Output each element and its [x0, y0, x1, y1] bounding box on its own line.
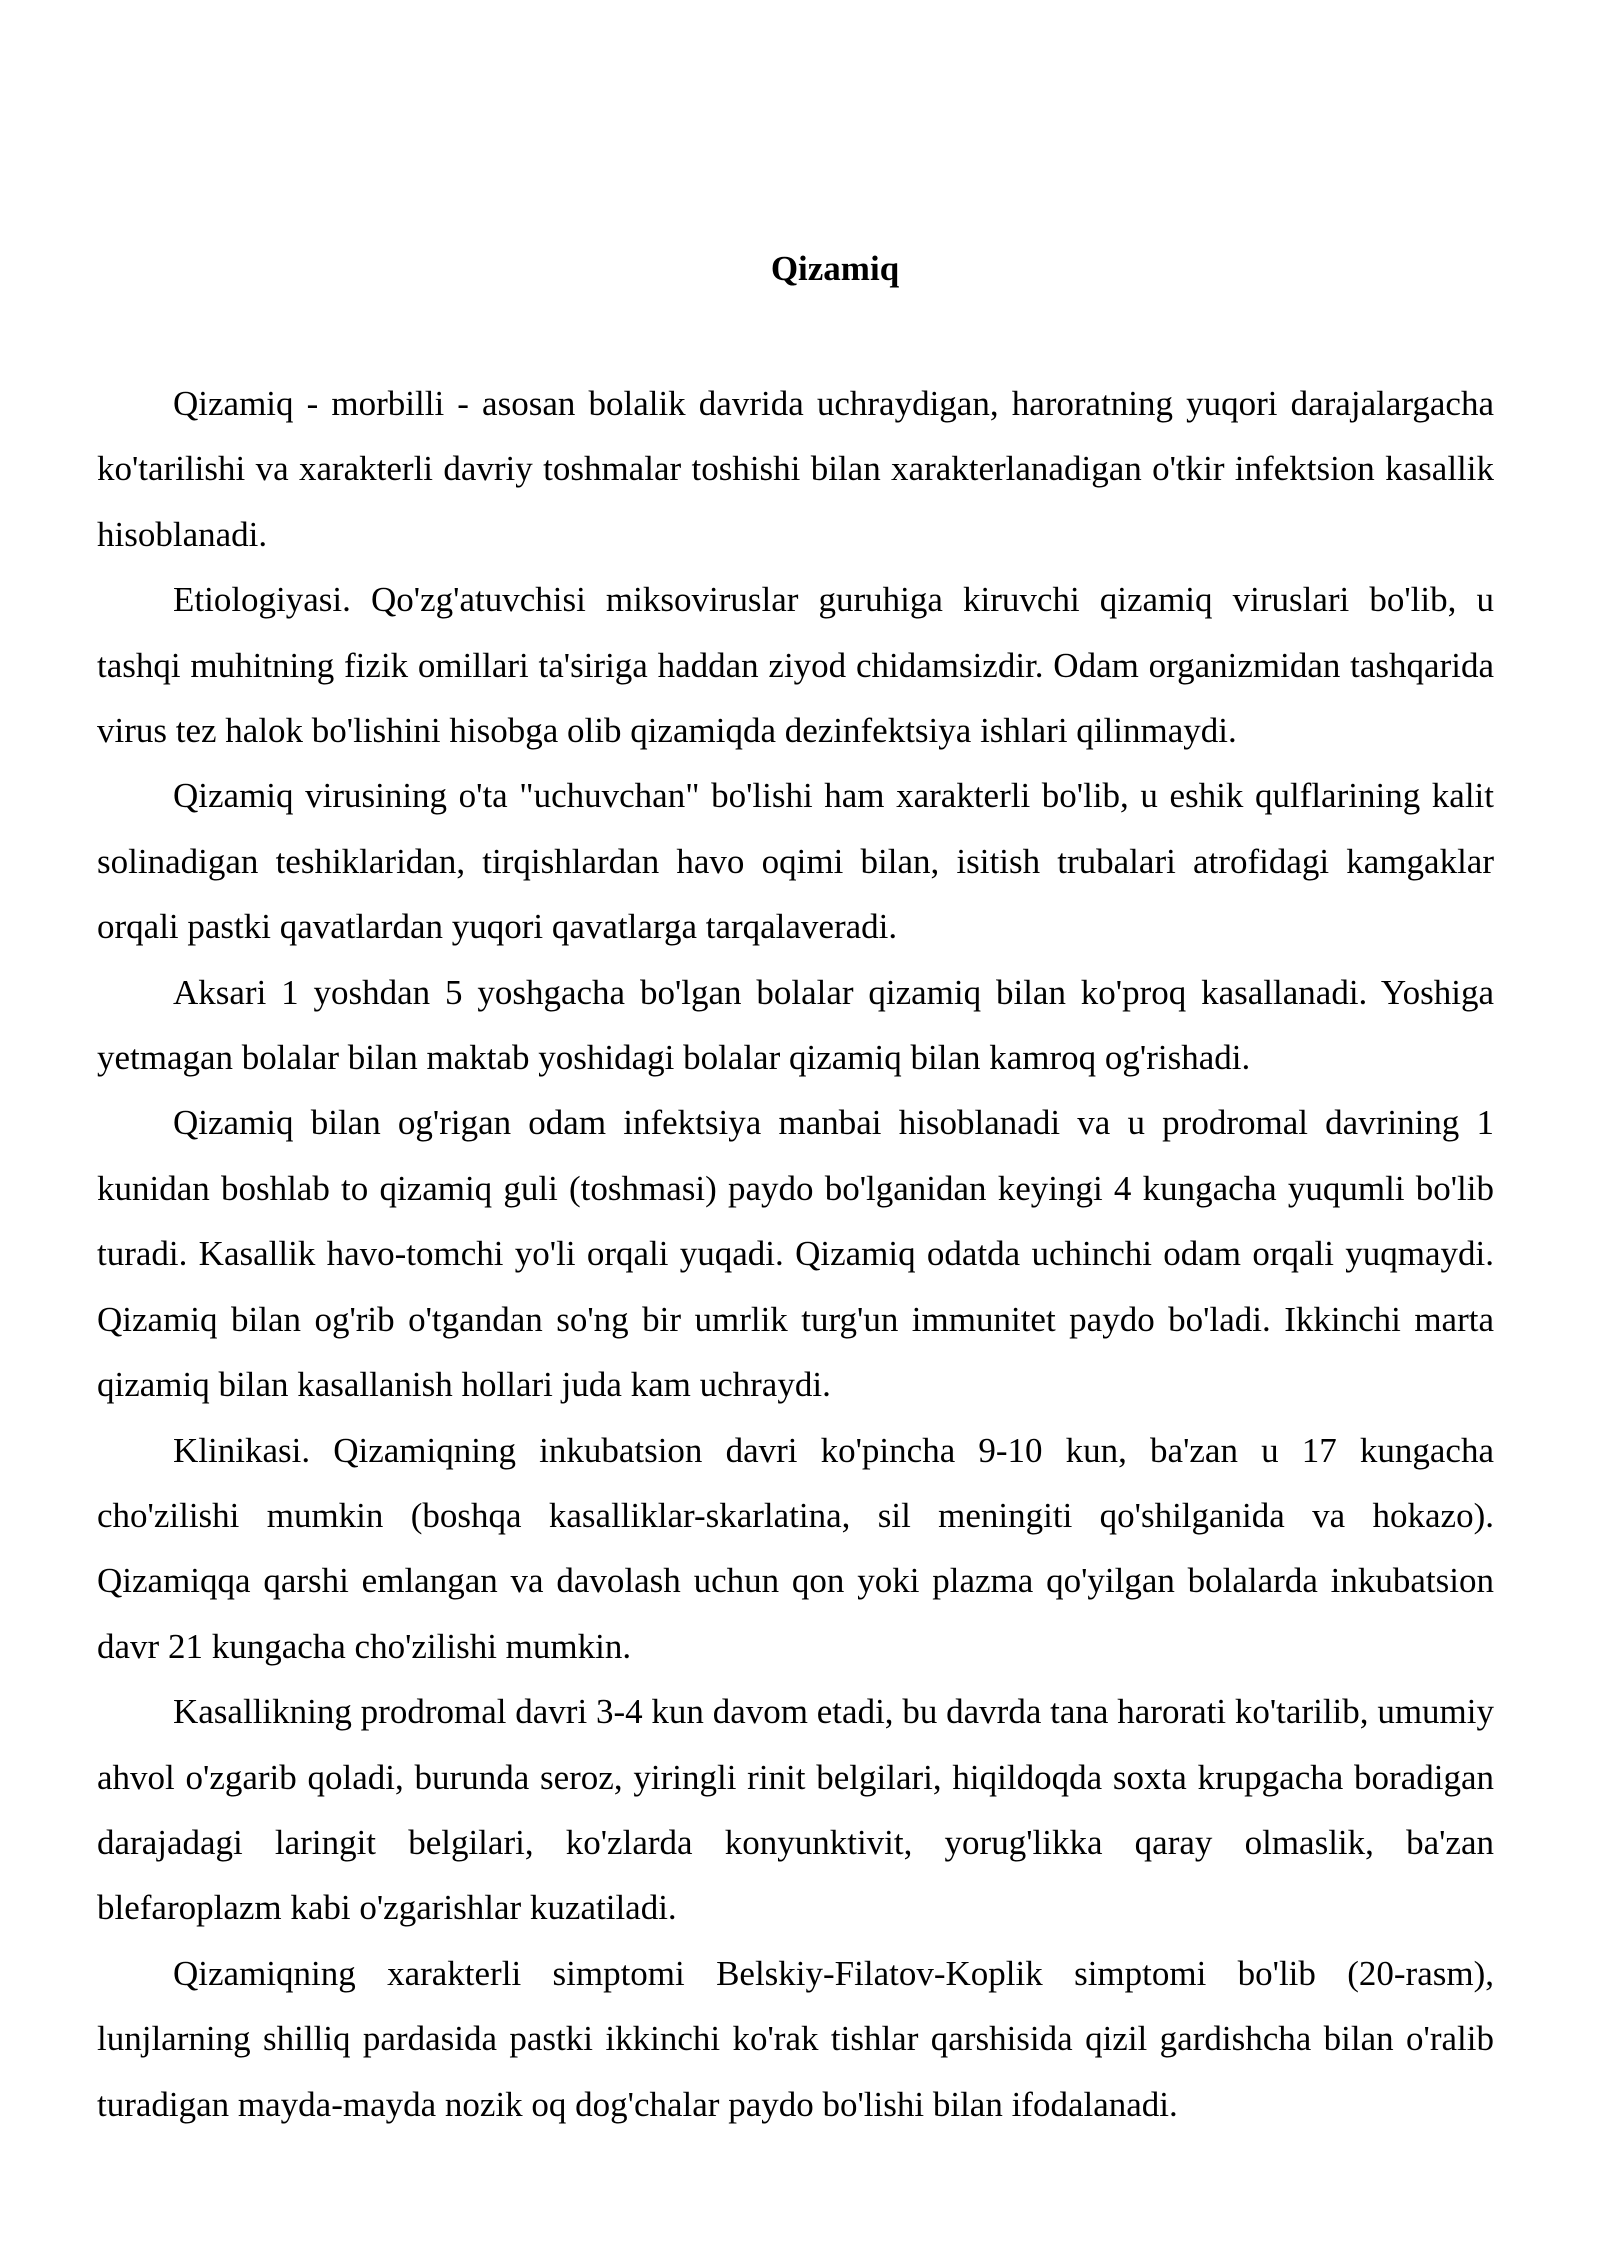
paragraph-etiology: Etiologiyasi. Qo'zg'atuvchisi miksoviruslar guruhiga kiruvchi qizamiq viruslari bo'lib, u tashqi muhitning fizik omillari ta'siriga haddan ziyod chidamsizdir. Odam organizmidan tashqarida virus tez halok bo'lishini hisobga olib qizamiqda dezinfektsiya ishlari qilinmaydi. — [97, 580, 1494, 751]
document-body — [97, 371, 1494, 2137]
paragraph-koplik-symptom: Qizamiqning xarakterli simptomi Belskiy-Filatov-Koplik simptomi bo'lib (20-rasm), lunjlarning shilliq pardasida pastki ikkinchi ko'rak tishlar qarshisida qizil gardishcha bilan o'ralib turadigan mayda-mayda nozik oq dog'chalar paydo bo'lishi bilan ifodalanadi. — [97, 1953, 1494, 2124]
paragraph-clinic: Klinikasi. Qizamiqning inkubatsion davri ko'pincha 9-10 kun, ba'zan u 17 kungacha cho'zilishi mumkin (boshqa kasalliklar-skarlatina, sil meningiti qo'shilganida va hokazo). Qizamiqqa qarshi emlangan va davolash uchun qon yoki plazma qo'yilgan bolalarda inkubatsion davr 21 kungacha cho'zilishi mumkin. — [97, 1430, 1494, 1666]
page-title: Qizamiq — [770, 249, 900, 288]
paragraph-age-groups: Aksari 1 yoshdan 5 yoshgacha bo'lgan bolalar qizamiq bilan ko'proq kasallanadi. Yoshiga yetmagan bolalar bilan maktab yoshidagi bolalar qizamiq bilan kamroq og'rishadi. — [97, 972, 1494, 1078]
paragraph-prodromal: Kasallikning prodromal davri 3-4 kun davom etadi, bu davrda tana harorati ko'tarilib, umumiy ahvol o'zgarib qoladi, burunda seroz, yiringli rinit belgilari, hiqildoqda soxta krupgacha boradigan darajadagi laringit belgilari, ko'zlarda konyunktivit, yorug'likka qaray olmaslik, ba'zan blefaroplazm kabi o'zgarishlar kuzatiladi. — [97, 1692, 1494, 1928]
paragraph-virus-spread: Qizamiq virusining o'ta "uchuvchan" bo'lishi ham xarakterli bo'lib, u eshik qulflarining kalit solinadigan teshiklaridan, tirqishlardan havo oqimi bilan, isitish trubalari atrofidagi kamgaklar orqali pastki qavatlardan yuqori qavatlarga tarqalaveradi. — [97, 776, 1494, 947]
paragraph-intro: Qizamiq - morbilli - asosan bolalik davrida uchraydigan, haroratning yuqori darajalargacha ko'tarilishi va xarakterli davriy toshmalar toshishi bilan xarakterlanadigan o'tkir infektsion kasallik hisoblanadi. — [97, 384, 1494, 554]
paragraph-infection-source: Qizamiq bilan og'rigan odam infektsiya manbai hisoblanadi va u prodromal davrining 1 kunidan boshlab to qizamiq guli (toshmasi) paydo bo'lganidan keyingi 4 kungacha yuqumli bo'lib turadi. Kasallik havo-tomchi yo'li orqali yuqadi. Qizamiq odatda uchinchi odam orqali yuqmaydi. Qizamiq bilan og'rib o'tgandan so'ng bir umrlik turg'un immunitet paydo bo'ladi. Ikkinchi marta qizamiq bilan kasallanish hollari juda kam uchraydi. — [97, 1103, 1494, 1405]
